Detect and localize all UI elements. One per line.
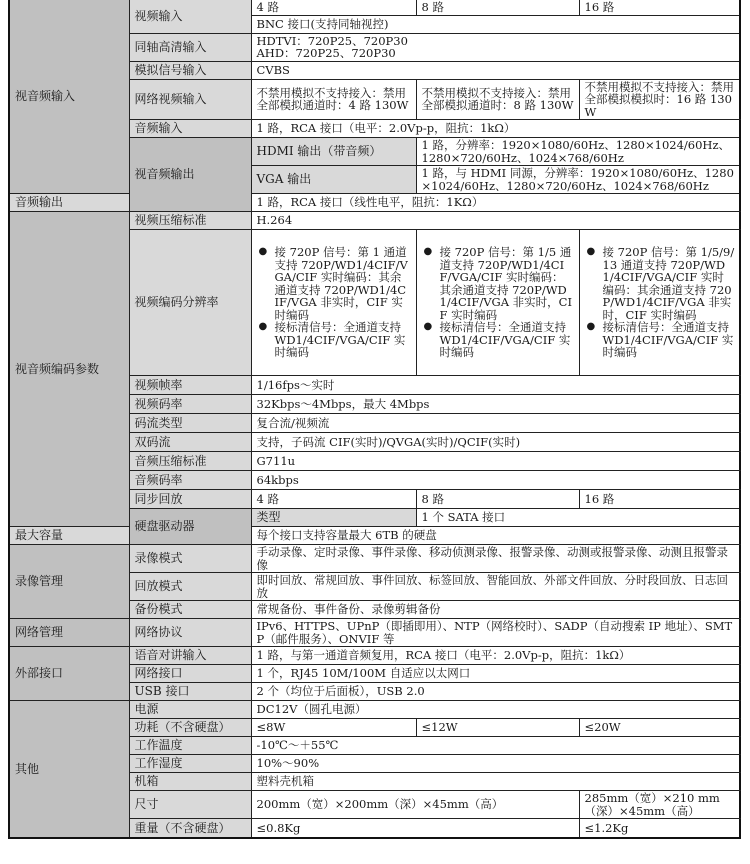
cell-value: 手动录像、定时录像、事件录像、移动侦测录像、报警录像、动测或报警录像、动测且报警录像 — [251, 545, 740, 573]
category-other: 其他 — [9, 701, 129, 838]
cell-value: 复合流/视频流 — [251, 414, 740, 433]
coax-line: HDTVI：720P25、720P30 — [256, 33, 408, 48]
row-label: 最大容量 — [9, 527, 129, 545]
row-label: 工作湿度 — [129, 755, 251, 773]
category-external: 外部接口 — [9, 647, 129, 701]
cell-value: 塑料壳机箱 — [251, 773, 740, 791]
bullet-item: ● 接 720P 信号：第 1/5 通道支持 720P/WD1/4CIF/VGA/CIF 实时编码：其余通道支持 720P/WD1/4CIF/VGA 非实时，CIF 实时编码 — [440, 246, 574, 321]
row-label: 备份模式 — [129, 601, 251, 619]
category-av-encode: 视音频编码参数 — [9, 212, 129, 527]
table-row — [9, 647, 740, 665]
row-label: 网络协议 — [129, 619, 251, 647]
cell-value: 1 路，RCA 接口（电平：2.0Vp-p，阻抗：1kΩ） — [251, 120, 740, 138]
cell-value: IPv6、HTTPS、UPnP（即插即用）、NTP（网络校时）、SADP（自动搜索 IP 地址）、SMTP（邮件服务）、ONVIF 等 — [251, 619, 740, 647]
cell-value — [251, 33, 740, 61]
row-label: 工作温度 — [129, 737, 251, 755]
table-row — [9, 527, 740, 545]
category-network: 网络管理 — [9, 619, 129, 647]
row-label: 回放模式 — [129, 573, 251, 601]
row-label: 语音对讲输入 — [129, 647, 251, 665]
cell-value: 1/16fps～实时 — [251, 376, 740, 395]
category-record: 录像管理 — [9, 545, 129, 619]
cell-value: 1 路，RCA 接口（线性电平，阻抗：1KΩ） — [251, 194, 740, 212]
row-label: 视频编码分辨率 — [129, 230, 251, 376]
row-label: 同步回放 — [129, 490, 251, 509]
cell-value: 8 路 — [416, 0, 579, 15]
cell-value: 64kbps — [251, 471, 740, 490]
bullet-item: ● 接标清信号：全通道支持 WD1/4CIF/VGA/CIF 实时编码 — [440, 321, 574, 359]
row-label: 尺寸 — [129, 791, 251, 819]
coax-line: AHD：720P25、720P30 — [256, 46, 396, 60]
cell-value: ≤20W — [579, 719, 740, 737]
cell-value: 1 路，分辨率：1920×1080/60Hz、1280×1024/60Hz、1280×720/60Hz、1024×768/60Hz — [416, 138, 740, 166]
table-row — [9, 0, 740, 15]
cell-value: ≤12W — [416, 719, 579, 737]
row-label: HDMI 输出（带音频） — [251, 138, 416, 166]
cell-value: 1 个 SATA 接口 — [416, 509, 740, 527]
row-label: 双码流 — [129, 433, 251, 452]
bullet-item: ● 接标清信号：全通道支持 WD1/4CIF/VGA/CIF 实时编码 — [275, 321, 411, 359]
cell-value: 200mm（宽）×200mm（深）×45mm（高） — [251, 791, 579, 819]
table-row — [9, 701, 740, 719]
category-av-output: 视音频输出 — [129, 138, 251, 212]
row-label: USB 接口 — [129, 683, 251, 701]
cell-value: ≤1.2Kg — [579, 819, 740, 838]
cell-value: 不禁用模拟不支持接入：禁用全部模拟通道时：4 路 130W — [251, 79, 416, 120]
row-label: 音频输出 — [9, 194, 129, 212]
cell-value: H.264 — [251, 212, 740, 230]
cell-value: -10℃～＋55℃ — [251, 737, 740, 755]
cell-value: 1 路，与 HDMI 同源，分辨率：1920×1080/60Hz、1280×1024/60Hz、1280×720/60Hz、1024×768/60Hz — [416, 166, 740, 194]
row-label: 视频输入 — [129, 0, 251, 33]
bullet-item: ● 接标清信号：全通道支持 WD1/4CIF/VGA/CIF 实时编码 — [603, 321, 735, 359]
cell-value: 16 路 — [579, 0, 740, 15]
cell-value: CVBS — [251, 61, 740, 79]
table-row — [9, 212, 740, 230]
cell-value: 2 个（均位于后面板），USB 2.0 — [251, 683, 740, 701]
cell-value: 10%～90% — [251, 755, 740, 773]
spec-table — [8, 0, 741, 839]
table-row — [9, 545, 740, 573]
cell-value: BNC 接口(支持同轴视控) — [251, 15, 740, 33]
row-label: 电源 — [129, 701, 251, 719]
cell-value: 16 路 — [579, 490, 740, 509]
bullet-list — [422, 246, 574, 359]
cell-value: 即时回放、常规回放、事件回放、标签回放、智能回放、外部文件回放、分时段回放、日志回放 — [251, 573, 740, 601]
row-label: 码流类型 — [129, 414, 251, 433]
cell-value: ≤8W — [251, 719, 416, 737]
cell-value: ≤0.8Kg — [251, 819, 579, 838]
cell-value — [416, 230, 579, 376]
cell-value: 常规备份、事件备份、录像剪辑备份 — [251, 601, 740, 619]
cell-value: G711u — [251, 452, 740, 471]
row-label: 同轴高清输入 — [129, 33, 251, 61]
cell-value: 285mm（宽）×210 mm（深）×45mm（高） — [579, 791, 740, 819]
cell-value: DC12V（圆孔电源） — [251, 701, 740, 719]
cell-value: 4 路 — [251, 0, 416, 15]
row-label: 功耗（不含硬盘） — [129, 719, 251, 737]
bullet-list — [257, 246, 411, 359]
cell-value: 32Kbps～4Mbps，最大 4Mbps — [251, 395, 740, 414]
row-label: 类型 — [251, 509, 416, 527]
row-label: 音频压缩标准 — [129, 452, 251, 471]
cell-value: 每个接口支持容量最大 6TB 的硬盘 — [251, 527, 740, 545]
cell-value: 不禁用模拟不支持接入：禁用全部模拟模拟时：16 路 130W — [579, 79, 740, 120]
cell-value: 4 路 — [251, 490, 416, 509]
row-label: 音频码率 — [129, 471, 251, 490]
row-label: 视频码率 — [129, 395, 251, 414]
row-label: 重量（不含硬盘） — [129, 819, 251, 838]
row-label: 机箱 — [129, 773, 251, 791]
cell-value: 1 个，RJ45 10M/100M 自适应以太网口 — [251, 665, 740, 683]
bullet-item: ● 接 720P 信号：第 1/5/9/13 通道支持 720P/WD1/4CIF/VGA/CIF 实时编码：其余通道支持 720P/WD1/4CIF/VGA 非实时，CIF 实时编码 — [603, 246, 735, 321]
row-label: 视频压缩标准 — [129, 212, 251, 230]
cell-value — [579, 230, 740, 376]
category-av-input: 视音频输入 — [9, 0, 129, 194]
cell-value: 8 路 — [416, 490, 579, 509]
row-label: 音频输入 — [129, 120, 251, 138]
table-row — [9, 194, 740, 212]
table-row — [9, 619, 740, 647]
row-label: 网络视频输入 — [129, 79, 251, 120]
cell-value: 支持，子码流 CIF(实时)/QVGA(实时)/QCIF(实时) — [251, 433, 740, 452]
category-hdd: 硬盘驱动器 — [129, 509, 251, 545]
bullet-list — [585, 246, 735, 359]
row-label: 视频帧率 — [129, 376, 251, 395]
cell-value: 不禁用模拟不支持接入：禁用全部模拟通道时：8 路 130W — [416, 79, 579, 120]
row-label: 模拟信号输入 — [129, 61, 251, 79]
row-label: 录像模式 — [129, 545, 251, 573]
bullet-item: ● 接 720P 信号：第 1 通道支持 720P/WD1/4CIF/VGA/CIF 实时编码：其余通道支持 720P/WD1/4CIF/VGA 非实时，CIF 实时编码 — [275, 246, 411, 321]
row-label: 网络接口 — [129, 665, 251, 683]
row-label: VGA 输出 — [251, 166, 416, 194]
cell-value — [251, 230, 416, 376]
cell-value: 1 路，与第一通道音频复用，RCA 接口（电平：2.0Vp-p，阻抗：1kΩ） — [251, 647, 740, 665]
